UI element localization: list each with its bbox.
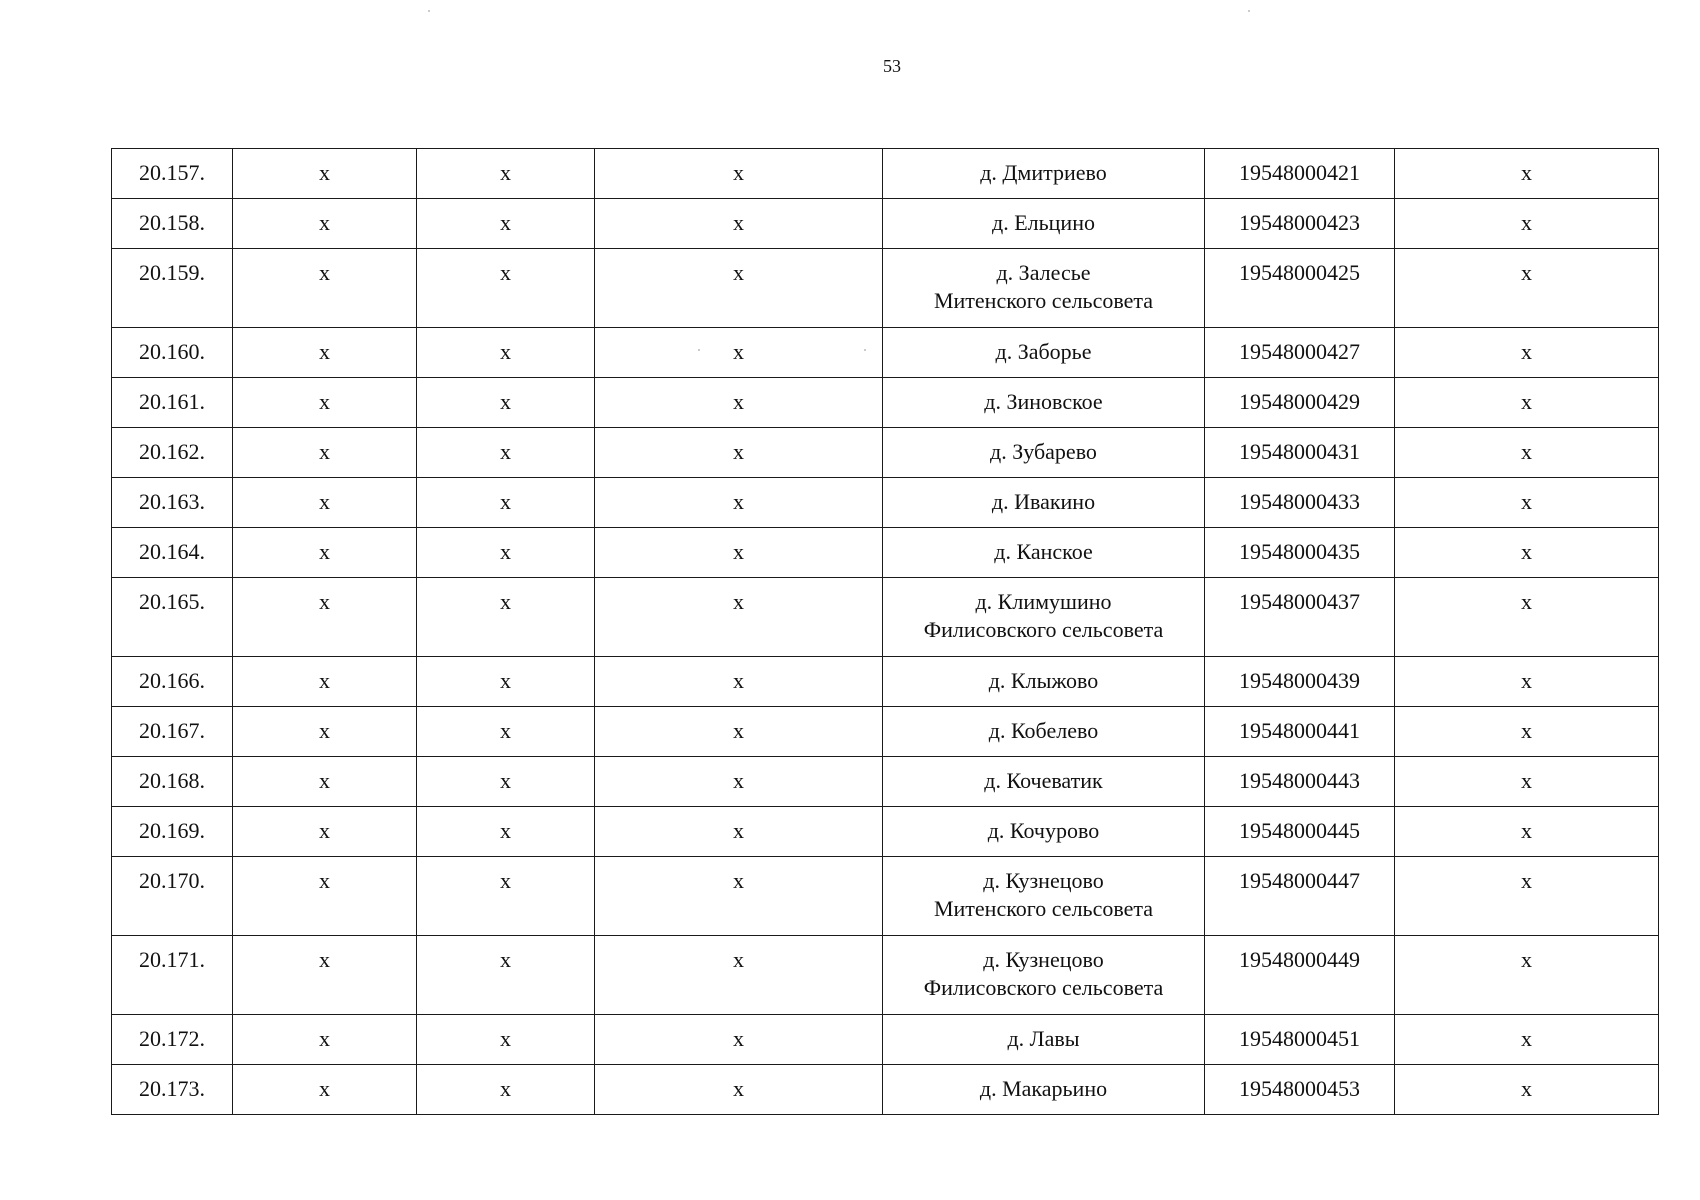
x-cell-3: x: [595, 757, 883, 807]
x-cell-3: x: [595, 378, 883, 428]
row-number-cell: 20.167.: [112, 707, 233, 757]
x-cell-1: x: [233, 1015, 417, 1065]
settlement-name-cell: [883, 199, 1205, 249]
table-row: [112, 657, 1659, 707]
settlement-name-line: Митенского сельсовета: [933, 896, 1154, 921]
x-cell-3: x: [595, 707, 883, 757]
code-cell: 19548000453: [1205, 1065, 1395, 1115]
x-cell-4: x: [1395, 578, 1659, 657]
code-cell: 19548000443: [1205, 757, 1395, 807]
row-number-cell: 20.173.: [112, 1065, 233, 1115]
scan-speck: [428, 10, 430, 12]
settlement-name-line: д. Заборье: [995, 339, 1092, 364]
x-cell-1: x: [233, 199, 417, 249]
code-cell: 19548000429: [1205, 378, 1395, 428]
row-number-cell: 20.159.: [112, 249, 233, 328]
settlement-name-line: д. Лавы: [1007, 1026, 1080, 1051]
settlement-name-cell: [883, 478, 1205, 528]
x-cell-4: x: [1395, 936, 1659, 1015]
x-cell-3: x: [595, 578, 883, 657]
settlement-name-line: д. Клыжово: [988, 668, 1099, 693]
x-cell-2: x: [417, 149, 595, 199]
x-cell-3: x: [595, 1015, 883, 1065]
table-row: [112, 757, 1659, 807]
settlement-name-line: д. Кузнецово: [983, 868, 1104, 893]
settlement-name-cell: [883, 378, 1205, 428]
x-cell-4: x: [1395, 199, 1659, 249]
row-number-cell: 20.169.: [112, 807, 233, 857]
x-cell-2: x: [417, 1065, 595, 1115]
x-cell-3: x: [595, 149, 883, 199]
x-cell-3: x: [595, 328, 883, 378]
x-cell-1: x: [233, 149, 417, 199]
row-number-cell: 20.171.: [112, 936, 233, 1015]
settlements-table: [111, 148, 1659, 1115]
table-body: [112, 149, 1659, 1115]
x-cell-4: x: [1395, 807, 1659, 857]
settlement-name-line: д. Дмитриево: [980, 160, 1107, 185]
x-cell-3: x: [595, 657, 883, 707]
settlement-name-cell: [883, 757, 1205, 807]
settlement-name-cell: [883, 707, 1205, 757]
x-cell-4: x: [1395, 857, 1659, 936]
table-row: [112, 707, 1659, 757]
x-cell-4: x: [1395, 528, 1659, 578]
x-cell-1: x: [233, 1065, 417, 1115]
row-number-cell: 20.163.: [112, 478, 233, 528]
table-row: [112, 857, 1659, 936]
x-cell-4: x: [1395, 428, 1659, 478]
row-number-cell: 20.162.: [112, 428, 233, 478]
x-cell-1: x: [233, 249, 417, 328]
x-cell-1: x: [233, 807, 417, 857]
code-cell: 19548000445: [1205, 807, 1395, 857]
x-cell-1: x: [233, 857, 417, 936]
x-cell-2: x: [417, 857, 595, 936]
code-cell: 19548000439: [1205, 657, 1395, 707]
x-cell-2: x: [417, 199, 595, 249]
code-cell: 19548000449: [1205, 936, 1395, 1015]
x-cell-1: x: [233, 657, 417, 707]
x-cell-1: x: [233, 328, 417, 378]
settlement-name-line: д. Климушино: [975, 589, 1112, 614]
settlement-name-line: Митенского сельсовета: [933, 288, 1154, 313]
settlement-name-cell: [883, 249, 1205, 328]
settlement-name-cell: [883, 528, 1205, 578]
x-cell-2: x: [417, 428, 595, 478]
settlement-name-line: д. Кобелево: [988, 718, 1099, 743]
x-cell-3: x: [595, 807, 883, 857]
table-row: [112, 936, 1659, 1015]
row-number-cell: 20.161.: [112, 378, 233, 428]
table-row: [112, 1065, 1659, 1115]
row-number-cell: 20.158.: [112, 199, 233, 249]
row-number-cell: 20.157.: [112, 149, 233, 199]
table-row: [112, 478, 1659, 528]
settlement-name-line: д. Кочеватик: [984, 768, 1103, 793]
settlement-name-line: д. Кузнецово: [983, 947, 1104, 972]
settlement-name-cell: [883, 328, 1205, 378]
settlement-name-line: д. Канское: [994, 539, 1093, 564]
x-cell-2: x: [417, 807, 595, 857]
settlement-name-cell: [883, 1015, 1205, 1065]
x-cell-2: x: [417, 936, 595, 1015]
row-number-cell: 20.160.: [112, 328, 233, 378]
scan-speck: [864, 349, 866, 351]
table-row: [112, 249, 1659, 328]
settlement-name-cell: [883, 1065, 1205, 1115]
x-cell-4: x: [1395, 757, 1659, 807]
table-row: [112, 328, 1659, 378]
x-cell-2: x: [417, 707, 595, 757]
table-row: [112, 578, 1659, 657]
page-number: 53: [883, 56, 901, 76]
settlement-name-cell: [883, 657, 1205, 707]
x-cell-2: x: [417, 328, 595, 378]
table-row: [112, 528, 1659, 578]
settlement-name-cell: [883, 857, 1205, 936]
x-cell-4: x: [1395, 378, 1659, 428]
code-cell: 19548000431: [1205, 428, 1395, 478]
x-cell-1: x: [233, 428, 417, 478]
x-cell-4: x: [1395, 249, 1659, 328]
x-cell-3: x: [595, 936, 883, 1015]
x-cell-4: x: [1395, 1015, 1659, 1065]
row-number-cell: 20.170.: [112, 857, 233, 936]
code-cell: 19548000423: [1205, 199, 1395, 249]
x-cell-4: x: [1395, 657, 1659, 707]
row-number-cell: 20.165.: [112, 578, 233, 657]
code-cell: 19548000451: [1205, 1015, 1395, 1065]
code-cell: 19548000421: [1205, 149, 1395, 199]
settlement-name-line: д. Кочурово: [987, 818, 1100, 843]
x-cell-2: x: [417, 249, 595, 328]
x-cell-1: x: [233, 707, 417, 757]
scan-speck: [1248, 10, 1250, 12]
code-cell: 19548000441: [1205, 707, 1395, 757]
x-cell-3: x: [595, 249, 883, 328]
table-row: [112, 807, 1659, 857]
table-row: [112, 378, 1659, 428]
x-cell-2: x: [417, 528, 595, 578]
settlement-name-line: д. Ивакино: [991, 489, 1096, 514]
x-cell-4: x: [1395, 328, 1659, 378]
code-cell: 19548000427: [1205, 328, 1395, 378]
table-row: [112, 428, 1659, 478]
settlement-name-line: д. Макарьино: [979, 1076, 1108, 1101]
table-row: [112, 149, 1659, 199]
settlement-name-line: д. Ельцино: [992, 210, 1095, 235]
x-cell-4: x: [1395, 707, 1659, 757]
x-cell-1: x: [233, 478, 417, 528]
x-cell-4: x: [1395, 1065, 1659, 1115]
scan-speck: [698, 349, 700, 351]
x-cell-3: x: [595, 528, 883, 578]
code-cell: 19548000447: [1205, 857, 1395, 936]
settlement-name-cell: [883, 578, 1205, 657]
x-cell-2: x: [417, 478, 595, 528]
code-cell: 19548000437: [1205, 578, 1395, 657]
x-cell-2: x: [417, 1015, 595, 1065]
settlement-name-cell: [883, 936, 1205, 1015]
row-number-cell: 20.172.: [112, 1015, 233, 1065]
x-cell-3: x: [595, 428, 883, 478]
row-number-cell: 20.164.: [112, 528, 233, 578]
settlement-name-line: д. Зубарево: [990, 439, 1097, 464]
x-cell-1: x: [233, 578, 417, 657]
x-cell-3: x: [595, 478, 883, 528]
x-cell-1: x: [233, 757, 417, 807]
settlement-name-line: Филисовского сельсовета: [923, 975, 1164, 1000]
code-cell: 19548000425: [1205, 249, 1395, 328]
settlement-name-cell: [883, 807, 1205, 857]
x-cell-3: x: [595, 857, 883, 936]
settlement-name-line: Филисовского сельсовета: [923, 617, 1164, 642]
code-cell: 19548000433: [1205, 478, 1395, 528]
table-row: [112, 199, 1659, 249]
row-number-cell: 20.166.: [112, 657, 233, 707]
x-cell-2: x: [417, 657, 595, 707]
code-cell: 19548000435: [1205, 528, 1395, 578]
settlement-name-cell: [883, 149, 1205, 199]
settlement-name-cell: [883, 428, 1205, 478]
x-cell-3: x: [595, 1065, 883, 1115]
row-number-cell: 20.168.: [112, 757, 233, 807]
x-cell-2: x: [417, 578, 595, 657]
x-cell-2: x: [417, 378, 595, 428]
x-cell-4: x: [1395, 149, 1659, 199]
x-cell-2: x: [417, 757, 595, 807]
settlement-name-line: д. Зиновское: [984, 389, 1103, 414]
x-cell-1: x: [233, 378, 417, 428]
x-cell-1: x: [233, 528, 417, 578]
x-cell-4: x: [1395, 478, 1659, 528]
x-cell-3: x: [595, 199, 883, 249]
table-row: [112, 1015, 1659, 1065]
x-cell-1: x: [233, 936, 417, 1015]
settlement-name-line: д. Залесье: [996, 260, 1091, 285]
